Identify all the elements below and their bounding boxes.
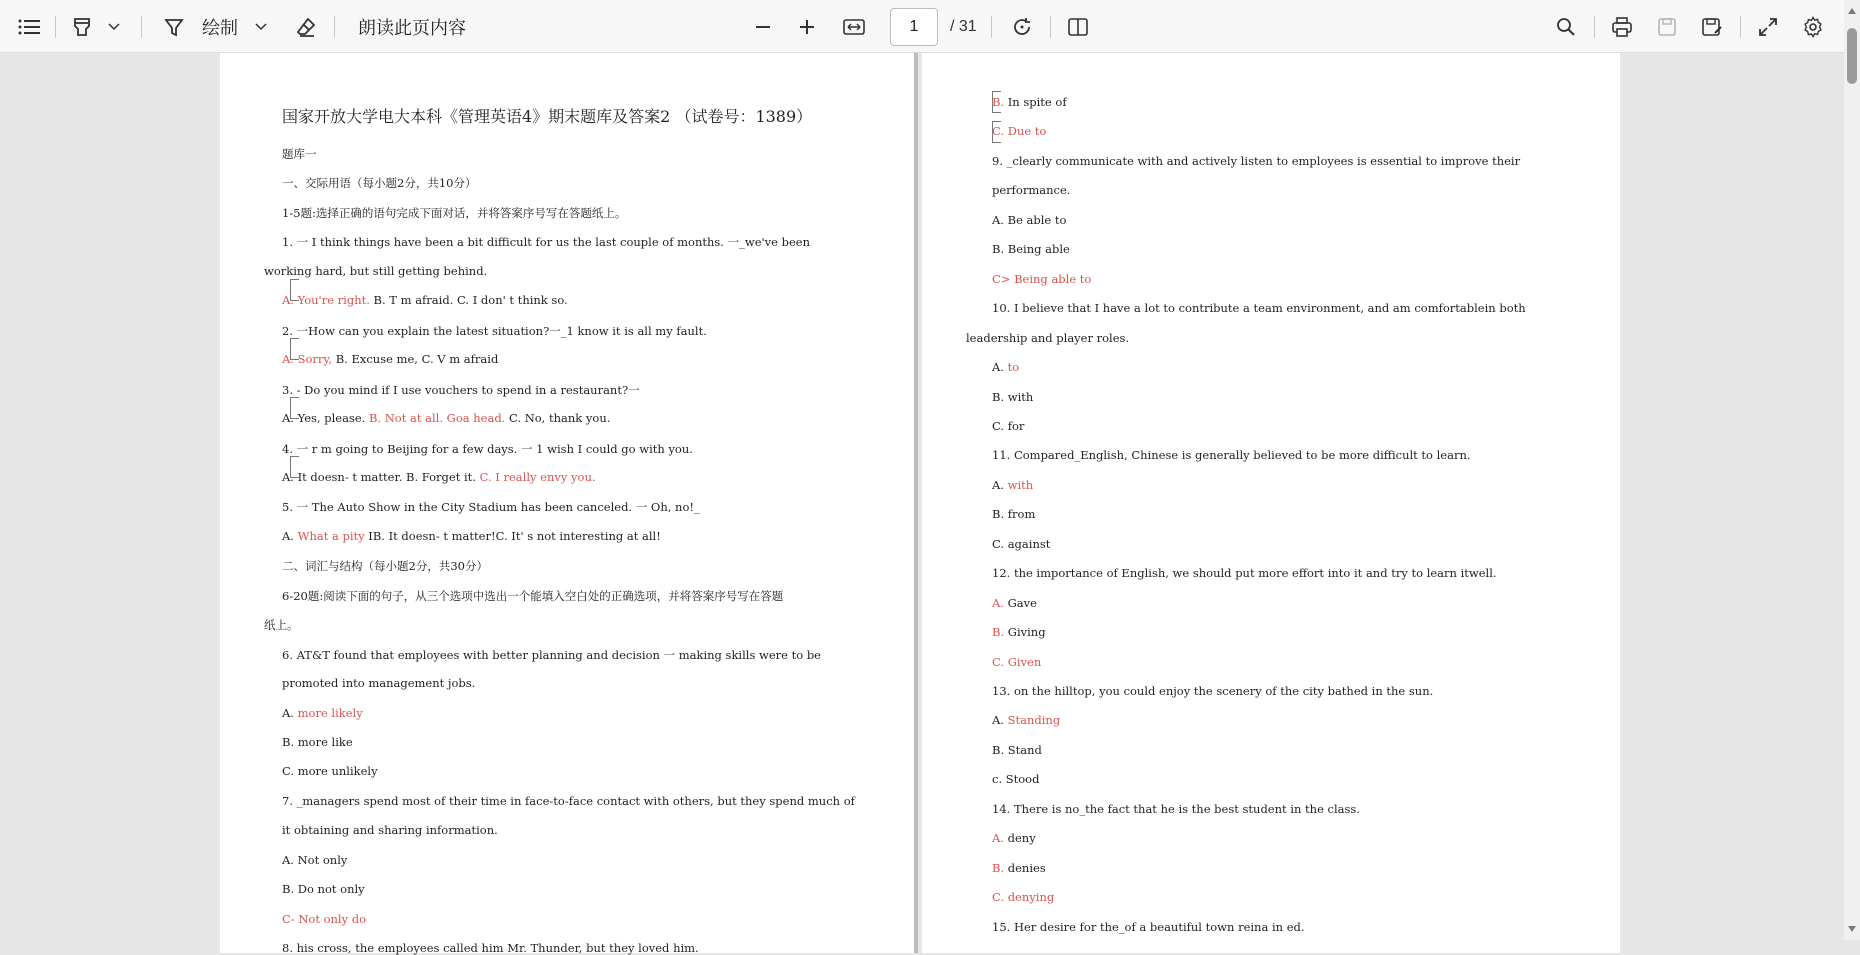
annotation-bracket [992, 91, 1001, 113]
right-page-line [992, 419, 1024, 433]
answer-text: A. You're right. [282, 293, 370, 307]
left-page-line [282, 941, 699, 955]
answer-text: Standing [1007, 713, 1061, 727]
answer-text: A. [992, 831, 1004, 845]
answer-text: C- Not only do [282, 912, 367, 926]
question-text: A. Yes, please. [282, 411, 369, 425]
annotation-bracket [290, 456, 299, 478]
left-page-line [282, 588, 783, 604]
answer-text: B. [992, 625, 1005, 639]
right-page-line [992, 743, 1042, 757]
question-text: working hard, but still getting behind. [264, 264, 488, 278]
right-page-line [992, 684, 1433, 698]
answer-text: C> Being able to [992, 272, 1092, 286]
question-text: Gave [1003, 596, 1037, 610]
left-page-line [282, 764, 378, 778]
read-aloud-button[interactable]: 朗读此页内容 [358, 17, 466, 39]
question-text: 11. Compared_English, Chinese is generally believed to be more difficult to learn. [992, 448, 1471, 462]
right-page-line [992, 154, 1520, 168]
question-text: B. Do not only [282, 882, 365, 896]
question-text: B. Stand [992, 743, 1042, 757]
question-text: C. for [992, 419, 1025, 433]
question-text: A. [992, 713, 1008, 727]
right-page-line [992, 625, 1046, 639]
answer-text: What a pity [297, 529, 365, 543]
left-page-line [282, 853, 347, 867]
left-page-line [282, 706, 363, 720]
question-text: A. [992, 478, 1008, 492]
question-text: C. No, thank you. [505, 411, 611, 425]
question-text: In spite of [1004, 95, 1067, 109]
right-page-line [992, 448, 1471, 462]
right-page-line [992, 890, 1054, 904]
zoom-out-icon[interactable] [752, 0, 774, 53]
print-icon[interactable] [1608, 0, 1636, 53]
question-text: 1. 一 I think things have been a bit difficult for us the last couple of months. 一_we've been [282, 235, 811, 249]
right-page-line [992, 272, 1091, 286]
left-page-line [282, 234, 810, 250]
question-text: 纸上。 [264, 618, 299, 632]
left-page-line [282, 205, 626, 221]
draw-icon[interactable] [160, 0, 188, 53]
left-page-line [282, 411, 610, 425]
answer-text: A. Sorry, [282, 352, 333, 366]
question-text: 二、词汇与结构（每小题2分，共30分） [282, 559, 488, 573]
answer-text: more likely [297, 706, 363, 720]
page-view-icon[interactable] [1064, 0, 1092, 53]
chevron-down-icon[interactable] [104, 0, 124, 53]
question-text: Giving [1004, 625, 1046, 639]
question-text: 6-20题:阅读下面的句子，从三个选项中选出一个能填入空白处的正确选项，并将答案序号写在答题 [282, 589, 784, 603]
highlight-icon[interactable] [68, 0, 96, 53]
answer-text: with [1007, 478, 1034, 492]
contents-icon[interactable] [14, 0, 44, 53]
scrollbar[interactable] [1844, 0, 1860, 940]
left-page-line [282, 647, 821, 663]
left-page-line [282, 499, 700, 515]
annotation-bracket [290, 279, 299, 301]
save-as-icon[interactable] [1698, 0, 1726, 53]
left-page-line [282, 823, 498, 837]
question-text: 题库一 [282, 147, 317, 161]
left-page-line [264, 264, 487, 278]
save-icon[interactable] [1653, 0, 1681, 53]
left-page-line [282, 882, 365, 896]
right-page-line [966, 331, 1129, 345]
left-page-line [282, 676, 475, 690]
question-text: 12. the importance of English, we should put more effort into it and try to learn itwell. [992, 566, 1497, 580]
left-page-line [282, 558, 488, 574]
right-page-line [992, 566, 1497, 580]
question-text: 8. his cross, the employees called him Mr. Thunder, but they loved him. [282, 941, 699, 955]
right-page-line [992, 213, 1066, 227]
zoom-in-icon[interactable] [796, 0, 818, 53]
scroll-up-icon[interactable] [1848, 8, 1856, 14]
scroll-down-icon[interactable] [1848, 926, 1856, 932]
right-page-line [992, 537, 1050, 551]
right-page-line [992, 507, 1035, 521]
question-text: B. from [992, 507, 1036, 521]
right-page-line [992, 242, 1070, 256]
question-text: 一、交际用语（每小题2分，共10分） [282, 176, 477, 190]
answer-text: B. [992, 95, 1005, 109]
question-text: it obtaining and sharing information. [282, 823, 498, 837]
answer-text: to [1007, 360, 1020, 374]
annotation-bracket [290, 338, 299, 360]
answer-text: C. I really envy you. [479, 470, 596, 484]
left-page-line [282, 912, 366, 926]
answer-text: B. [992, 861, 1005, 875]
left-page-line [282, 323, 707, 339]
answer-text: C. denying [992, 890, 1055, 904]
right-page-line [992, 390, 1033, 404]
document-title: 国家开放大学电大本科《管理英语4》期末题库及答案2 （试卷号：1389） [282, 107, 813, 126]
question-text: A. Not only [282, 853, 348, 867]
answer-text: C. Due to [992, 124, 1047, 138]
left-page-line [282, 441, 693, 457]
page-total: / 31 [950, 18, 977, 35]
right-page-line [992, 183, 1070, 197]
question-text: B. more like [282, 735, 353, 749]
eraser-icon[interactable] [292, 0, 320, 53]
right-page-line [992, 478, 1033, 492]
question-text: B. T m afraid. C. I don' t think so. [369, 293, 568, 307]
left-page-line [282, 794, 855, 808]
question-text: 10. I believe that I have a lot to contribute a team environment, and am comfortablein both [992, 301, 1526, 315]
question-text: c. Stood [992, 772, 1040, 786]
settings-icon[interactable] [1799, 0, 1827, 53]
fullscreen-icon[interactable] [1754, 0, 1782, 53]
right-page-line [992, 920, 1305, 934]
scrollbar-thumb[interactable] [1847, 28, 1857, 84]
fit-width-icon[interactable] [840, 0, 868, 53]
question-text: A. It doesn- t matter. B. Forget it. [282, 470, 480, 484]
left-page-line [282, 529, 661, 543]
left-page-line [282, 470, 596, 484]
left-page-line [282, 293, 568, 307]
question-text: 9. _clearly communicate with and actively listen to employees is essential to improve their [992, 154, 1521, 168]
left-page-line [282, 352, 498, 366]
question-text: B. with [992, 390, 1034, 404]
search-icon[interactable] [1552, 0, 1580, 53]
question-text: deny [1003, 831, 1036, 845]
question-text: 4. 一 r m going to Beijing for a few days. 一 1 wish I could go with you. [282, 442, 693, 456]
question-text: denies [1004, 861, 1046, 875]
right-page-line [992, 861, 1046, 875]
question-text: 7. _managers spend most of their time in face-to-face contact with others, but they spend much of [282, 794, 855, 808]
pdf-toolbar [0, 0, 1860, 53]
question-text: A. [992, 360, 1008, 374]
question-text: 6. AT&T found that employees with better planning and decision 一 making skills were to be [282, 648, 821, 662]
draw-chevron-down-icon[interactable] [251, 0, 271, 53]
question-text: IB. It doesn- t matter!C. It' s not interesting at all! [364, 529, 661, 543]
document-viewer[interactable] [0, 53, 1860, 955]
question-text: 1-5题:选择正确的语句完成下面对话，并将答案序号写在答题纸上。 [282, 206, 627, 220]
question-text: B. Being able [992, 242, 1070, 256]
question-text: leadership and player roles. [966, 331, 1130, 345]
right-page-line [992, 655, 1041, 669]
question-text: 14. There is no_the fact that he is the best student in the class. [992, 802, 1360, 816]
answer-text: C. Given [992, 655, 1042, 669]
question-text: C. more unlikely [282, 764, 378, 778]
question-text: 2. 一How can you explain the latest situation?一_1 know it is all my fault. [282, 324, 707, 338]
annotation-bracket [290, 397, 299, 419]
right-page-line [992, 831, 1036, 845]
question-text: 3. - Do you mind if I use vouchers to spend in a restaurant?一 [282, 383, 640, 397]
annotation-bracket [992, 121, 1001, 143]
question-text: 15. Her desire for the_of a beautiful town reina in ed. [992, 920, 1305, 934]
answer-text: A. [992, 596, 1004, 610]
question-text: C. against [992, 537, 1051, 551]
left-page-line [282, 175, 476, 191]
right-page-line [992, 802, 1360, 816]
question-text: 5. 一 The Auto Show in the City Stadium has been canceled. 一 Oh, no!_ [282, 500, 700, 514]
answer-text: B. Not at all. Goa head. [368, 411, 506, 425]
page-number-input[interactable]: 1 [890, 8, 938, 46]
question-text: B. Excuse me, C. V m afraid [332, 352, 499, 366]
question-text: A. Be able to [992, 213, 1067, 227]
right-page-line [992, 713, 1060, 727]
right-page-line [992, 360, 1019, 374]
left-page-line [282, 146, 317, 162]
pdf-page-1 [220, 53, 918, 953]
draw-label[interactable]: 绘制 [202, 17, 238, 39]
right-page-line [992, 596, 1037, 610]
rotate-icon[interactable] [1008, 0, 1036, 53]
question-text: promoted into management jobs. [282, 676, 476, 690]
question-text: performance. [992, 183, 1071, 197]
question-text: A. [282, 706, 298, 720]
left-page-line [282, 382, 640, 398]
right-page-line [992, 95, 1067, 109]
left-page-line [282, 735, 353, 749]
right-page-line [992, 301, 1526, 315]
question-text: A. [282, 529, 298, 543]
question-text: 13. on the hilltop, you could enjoy the scenery of the city bathed in the sun. [992, 684, 1434, 698]
left-page-line [264, 617, 299, 633]
right-page-line [992, 772, 1039, 786]
pdf-page-2 [922, 53, 1620, 953]
